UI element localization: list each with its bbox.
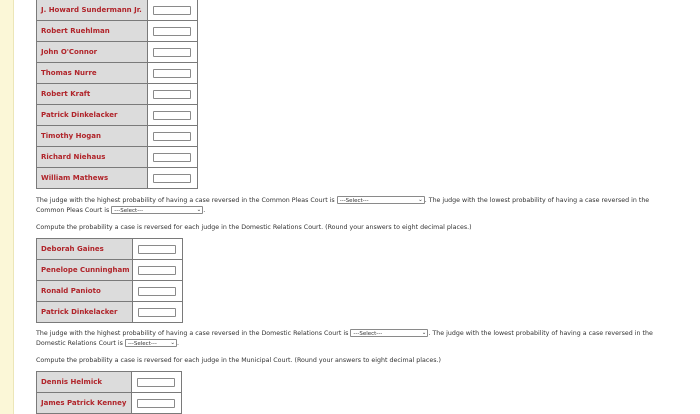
domestic-instructions: Compute the probability a case is reversed for each judge in the Domestic Relations Court. (Round your answers to eight decimal places.) (36, 224, 472, 231)
answer-input[interactable] (153, 48, 191, 57)
answer-input[interactable] (153, 6, 191, 15)
judge-name: Robert Kraft (37, 84, 148, 105)
answer-input[interactable] (138, 287, 176, 296)
table-row (37, 147, 198, 168)
table-row (37, 281, 183, 302)
answer-input[interactable] (138, 245, 176, 254)
table-row (37, 126, 198, 147)
left-margin-bar (0, 0, 14, 414)
answer-input[interactable] (153, 132, 191, 141)
table-row (37, 239, 183, 260)
judge-name: Dennis Helmick (37, 372, 132, 393)
answer-input[interactable] (137, 378, 175, 387)
judge-name: Richard Niehaus (37, 147, 148, 168)
chevron-down-icon: ⌄ (196, 207, 202, 213)
table-row (37, 21, 198, 42)
common-pleas-judges-table (36, 0, 198, 189)
answer-input[interactable] (153, 69, 191, 78)
answer-input[interactable] (137, 399, 175, 408)
chevron-down-icon: ⌄ (170, 340, 175, 346)
judge-name: Deborah Gaines (37, 239, 133, 260)
table-row (37, 84, 198, 105)
common-pleas-lowest-question: Common Pleas Court is ---Select--- ⌄ . (36, 207, 206, 214)
answer-input[interactable] (153, 90, 191, 99)
judge-name: Thomas Nurre (37, 63, 148, 84)
table-row (37, 0, 198, 21)
judge-name: James Patrick Kenney (37, 393, 132, 414)
answer-input[interactable] (153, 111, 191, 120)
table-row (37, 42, 198, 63)
judge-name: Patrick Dinkelacker (37, 302, 133, 323)
highest-judge-select[interactable]: ---Select--- ⌄ (350, 329, 428, 337)
judge-name: J. Howard Sundermann Jr. (37, 0, 148, 21)
judge-name: John O'Connor (37, 42, 148, 63)
domestic-lowest-question: Domestic Relations Court is ---Select--- ⌄ . (36, 340, 179, 347)
judge-name: William Mathews (37, 168, 148, 189)
table-row (37, 260, 183, 281)
table-row (37, 63, 198, 84)
answer-input[interactable] (153, 27, 191, 36)
answer-input[interactable] (138, 266, 176, 275)
lowest-judge-select[interactable]: ---Select--- ⌄ (125, 339, 177, 347)
domestic-highest-question: The judge with the highest probability of having a case reversed in the Domestic Relations Court is ---Select--- ⌄ . The judge with the lowest probability of having a case reversed in the (36, 330, 653, 337)
table-row (37, 302, 183, 323)
judge-name: Timothy Hogan (37, 126, 148, 147)
table-row (37, 372, 182, 393)
judge-name: Robert Ruehlman (37, 21, 148, 42)
answer-input[interactable] (153, 153, 191, 162)
chevron-down-icon: ⌄ (418, 197, 423, 203)
table-row (37, 393, 182, 414)
judge-name: Patrick Dinkelacker (37, 105, 148, 126)
common-pleas-highest-question: The judge with the highest probability of having a case reversed in the Common Pleas Court is ---Select--- ⌄ . The judge with the lowest probability of having a case reversed in the (36, 197, 650, 204)
judge-name: Penelope Cunningham (37, 260, 133, 281)
chevron-down-icon: ⌄ (421, 330, 427, 336)
lowest-judge-select[interactable]: ---Select--- ⌄ (111, 206, 203, 214)
judge-name: Ronald Panioto (37, 281, 133, 302)
answer-input[interactable] (153, 174, 191, 183)
municipal-judges-table (36, 371, 182, 414)
table-row (37, 168, 198, 189)
highest-judge-select[interactable]: ---Select--- ⌄ (337, 196, 425, 204)
domestic-judges-table (36, 238, 183, 323)
municipal-instructions: Compute the probability a case is reversed for each judge in the Municipal Court. (Round your answers to eight decimal places.) (36, 357, 441, 364)
table-row (37, 105, 198, 126)
answer-input[interactable] (138, 308, 176, 317)
